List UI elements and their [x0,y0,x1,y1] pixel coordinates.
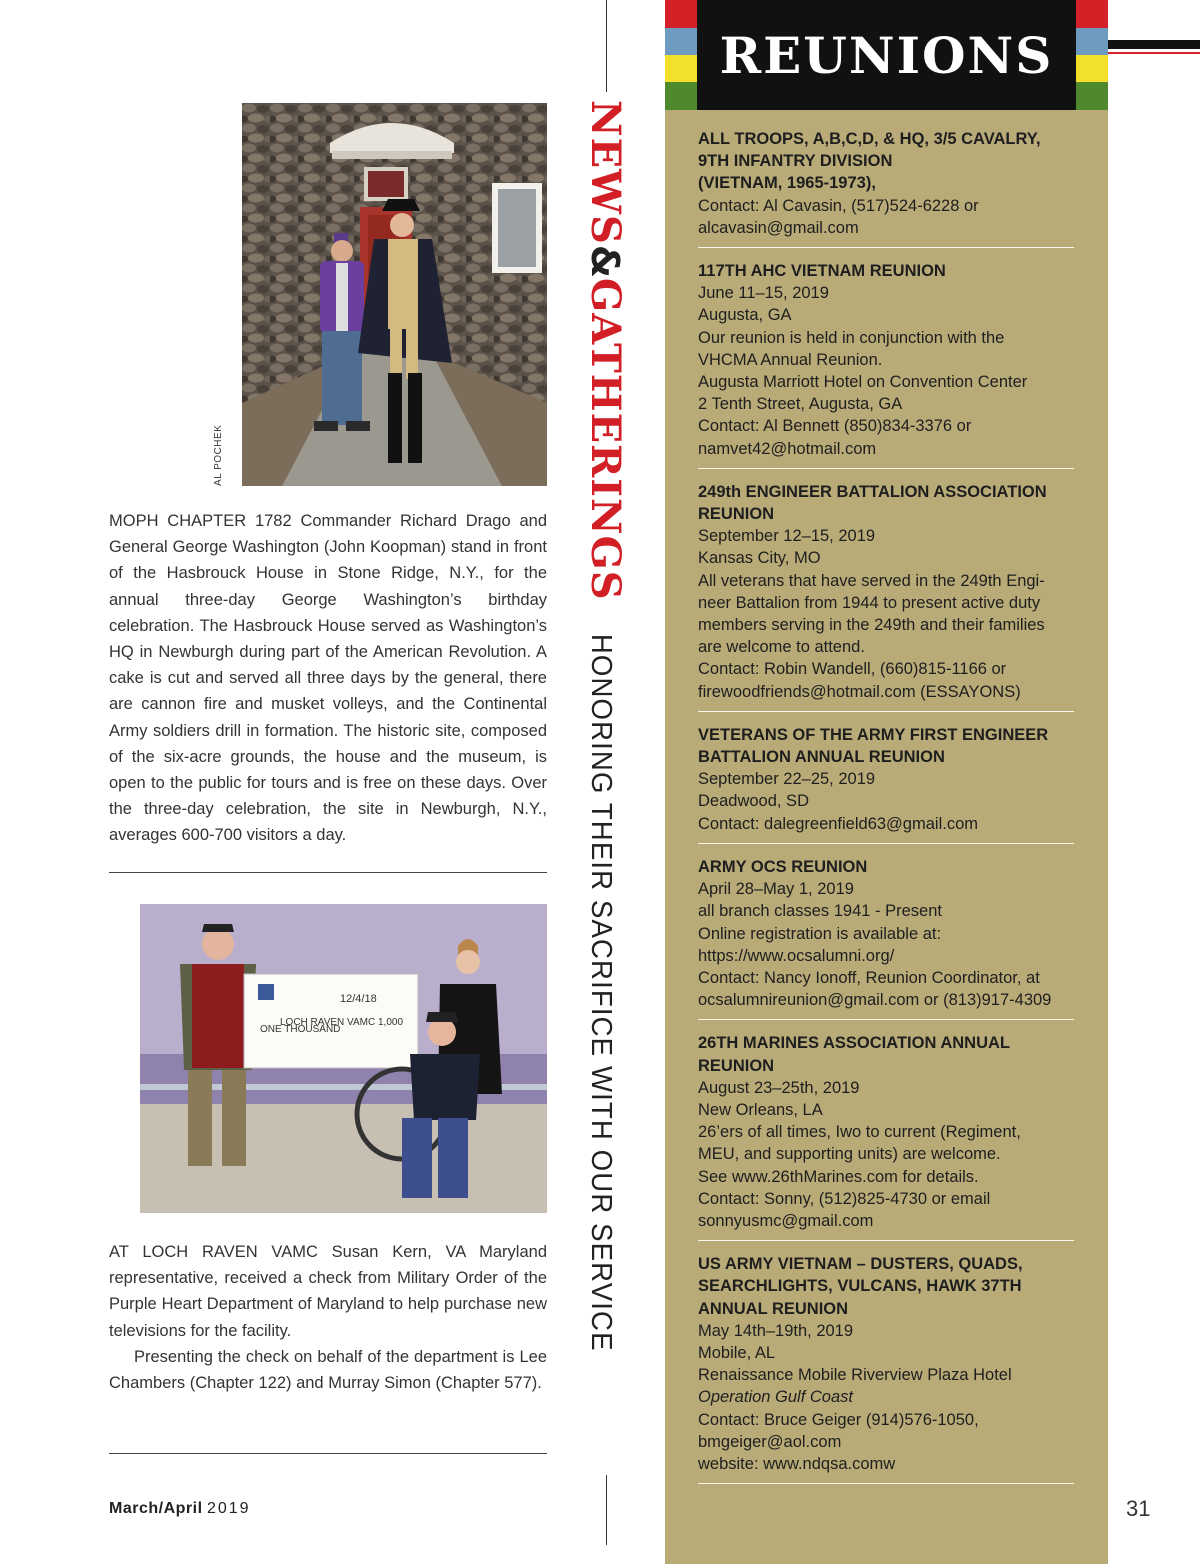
reunion-heading: REUNION [698,1056,775,1075]
reunion-detail-line: Contact: Nancy Ionoff, Reunion Coordinator, at [698,968,1040,987]
banner-deco-black [1108,40,1200,49]
divider-rule-bottom [109,1453,547,1454]
section-title [582,100,629,1370]
reunion-heading: SEARCHLIGHTS, VULCANS, HAWK 37TH [698,1277,1022,1296]
reunion-heading: US ARMY VIETNAM – DUSTERS, QUADS, [698,1255,1023,1274]
reunion-heading: VETERANS OF THE ARMY FIRST ENGINEER [698,725,1049,744]
reunion-detail-line: VHCMA Annual Reunion. [698,350,883,369]
reunion-detail-line: Online registration is available at: [698,924,942,943]
reunion-detail-line: All veterans that have served in the 249th Engi- [698,571,1045,590]
reunion-detail-line: Contact: Robin Wandell, (660)815-1166 or [698,660,1007,679]
section-title-news: NEWS [582,100,629,245]
reunion-detail-line: Operation Gulf Coast [698,1388,853,1407]
photo2-caption-p2: Presenting the check on behalf of the department is Lee Chambers (Chapter 122) and Murray Simon (Chapter 577). [109,1347,547,1393]
reunion-detail-line: May 14th–19th, 2019 [698,1321,854,1340]
reunion-detail-line: are welcome to attend. [698,638,865,657]
reunion-detail-line: all branch classes 1941 - Present [698,902,942,921]
reunion-detail-line: members serving in the 249th and their families [698,616,1045,635]
title-rule-bottom [606,1475,607,1545]
reunion-detail-line: Contact: Bruce Geiger (914)576-1050, [698,1410,979,1429]
reunion-detail-line: https://www.ocsalumni.org/ [698,946,895,965]
reunion-detail-line: Contact: Sonny, (512)825-4730 or email [698,1189,991,1208]
photo-credit: AL POCHEK [213,424,224,486]
reunion-detail-line: 2 Tenth Street, Augusta, GA [698,395,903,414]
reunion-list [698,128,1074,1496]
issue-month: March/April [109,1500,203,1517]
reunion-entry [698,1253,1074,1484]
reunion-detail-line: Renaissance Mobile Riverview Plaza Hotel [698,1366,1012,1385]
reunion-entry [698,856,1074,1020]
issue-date [109,1500,251,1518]
reunion-detail-line: MEU, and supporting units) are welcome. [698,1145,1001,1164]
reunion-heading: 117TH AHC VIETNAM REUNION [698,262,946,281]
reunion-heading: 9TH INFANTRY DIVISION [698,152,893,171]
reunion-detail-line: New Orleans, LA [698,1100,823,1119]
photo1-caption [109,508,547,849]
photo-check-presentation [140,904,547,1213]
page-number: 31 [1126,1496,1151,1521]
reunion-detail-line: sonnyusmc@gmail.com [698,1211,874,1230]
reunion-heading: REUNION [698,505,775,524]
reunion-detail-line: Contact: dalegreenfield63@gmail.com [698,814,978,833]
reunion-detail-line: ocsalumnireunion@gmail.com or (813)917-4309 [698,991,1052,1010]
photo1-caption-text: MOPH CHAPTER 1782 Commander Richard Drago and General George Washington (John Koopman) stand in front of the Hasbrouck House in Stone Ridge, N.Y., for the annual three-day George Washington’s birthday celebration. The Hasbrouck House served as Washington’s HQ in Newburgh during part of the American Revolution. A cake is cut and served all three days by the general, there are cannon fire and musket volleys, and the Continental Army soldiers drill in formation. The historic site, composed of the six-acre grounds, the house and the museum, is open to the public for tours and is free on these days. Over the three-day celebration, the site in Newburgh, N.Y., averages 600-700 visitors a day. [109,512,547,845]
banner-deco-red [1108,52,1200,54]
section-title-amp: & [583,244,627,278]
reunion-entry [698,128,1074,248]
reunion-heading: ARMY OCS REUNION [698,857,868,876]
reunion-detail-line: June 11–15, 2019 [698,284,829,303]
reunion-entry [698,1032,1074,1241]
reunion-detail-line: Our reunion is held in conjunction with the [698,328,1005,347]
reunion-entry [698,260,1074,469]
section-subtitle: HONORING THEIR SACRIFICE WITH OUR SERVICE [585,633,617,1352]
reunion-heading: ALL TROOPS, A,B,C,D, & HQ, 3/5 CAVALRY, [698,130,1041,148]
reunion-heading: BATTALION ANNUAL REUNION [698,748,945,767]
reunions-banner [697,0,1076,110]
reunion-heading: (VIETNAM, 1965-1973), [698,174,876,193]
reunion-heading: ANNUAL REUNION [698,1299,849,1318]
reunion-detail-line: Mobile, AL [698,1343,776,1362]
photo-hasbrouck-house [242,103,547,486]
reunion-entry [698,481,1074,712]
reunions-title: REUNIONS [719,25,1054,85]
reunion-heading: 249th ENGINEER BATTALION ASSOCIATION [698,482,1047,501]
photo2-caption [109,1239,547,1396]
reunion-detail-line: September 12–15, 2019 [698,527,876,546]
check-amount: 1,000 [378,1017,404,1028]
reunion-entry [698,724,1074,844]
section-title-gatherings: GATHERINGS [582,278,629,601]
title-rule-top [606,0,607,92]
reunion-detail-line: See www.26thMarines.com for details. [698,1167,979,1186]
check-date: 12/4/18 [340,993,377,1005]
check-words: ONE THOUSAND [260,1024,341,1035]
check-payee: LOCH RAVEN VAMC [280,1017,376,1028]
reunion-detail-line: August 23–25th, 2019 [698,1078,860,1097]
reunion-detail-line: Augusta Marriott Hotel on Convention Center [698,373,1028,392]
reunion-detail-line: namvet42@hotmail.com [698,439,877,458]
reunion-detail-line: Augusta, GA [698,306,792,325]
reunion-detail-line: Contact: Al Bennett (850)834-3376 or [698,417,972,436]
reunion-detail-line: website: www.ndqsa.comw [698,1454,896,1473]
reunion-detail-line: 26’ers of all times, Iwo to current (Regiment, [698,1123,1021,1142]
reunion-detail-line: April 28–May 1, 2019 [698,880,854,899]
reunion-detail-line: alcavasin@gmail.com [698,218,859,237]
divider-rule [109,872,547,873]
photo2-caption-p1: AT LOCH RAVEN VAMC Susan Kern, VA Maryland representative, received a check from Military Order of the Purple Heart Department of Maryland to help purchase new televisions for the facility. [109,1243,547,1340]
issue-year: 2019 [206,1500,251,1517]
reunion-detail-line: Contact: Al Cavasin, (517)524-6228 or [698,196,979,215]
reunion-detail-line: Kansas City, MO [698,549,821,568]
reunion-detail-line: Deadwood, SD [698,792,809,811]
reunion-detail-line: September 22–25, 2019 [698,770,876,789]
reunion-detail-line: neer Battalion from 1944 to present active duty [698,593,1041,612]
reunion-detail-line: bmgeiger@aol.com [698,1432,842,1451]
reunion-detail-line: firewoodfriends@hotmail.com (ESSAYONS) [698,682,1021,701]
reunion-heading: 26TH MARINES ASSOCIATION ANNUAL [698,1034,1010,1053]
